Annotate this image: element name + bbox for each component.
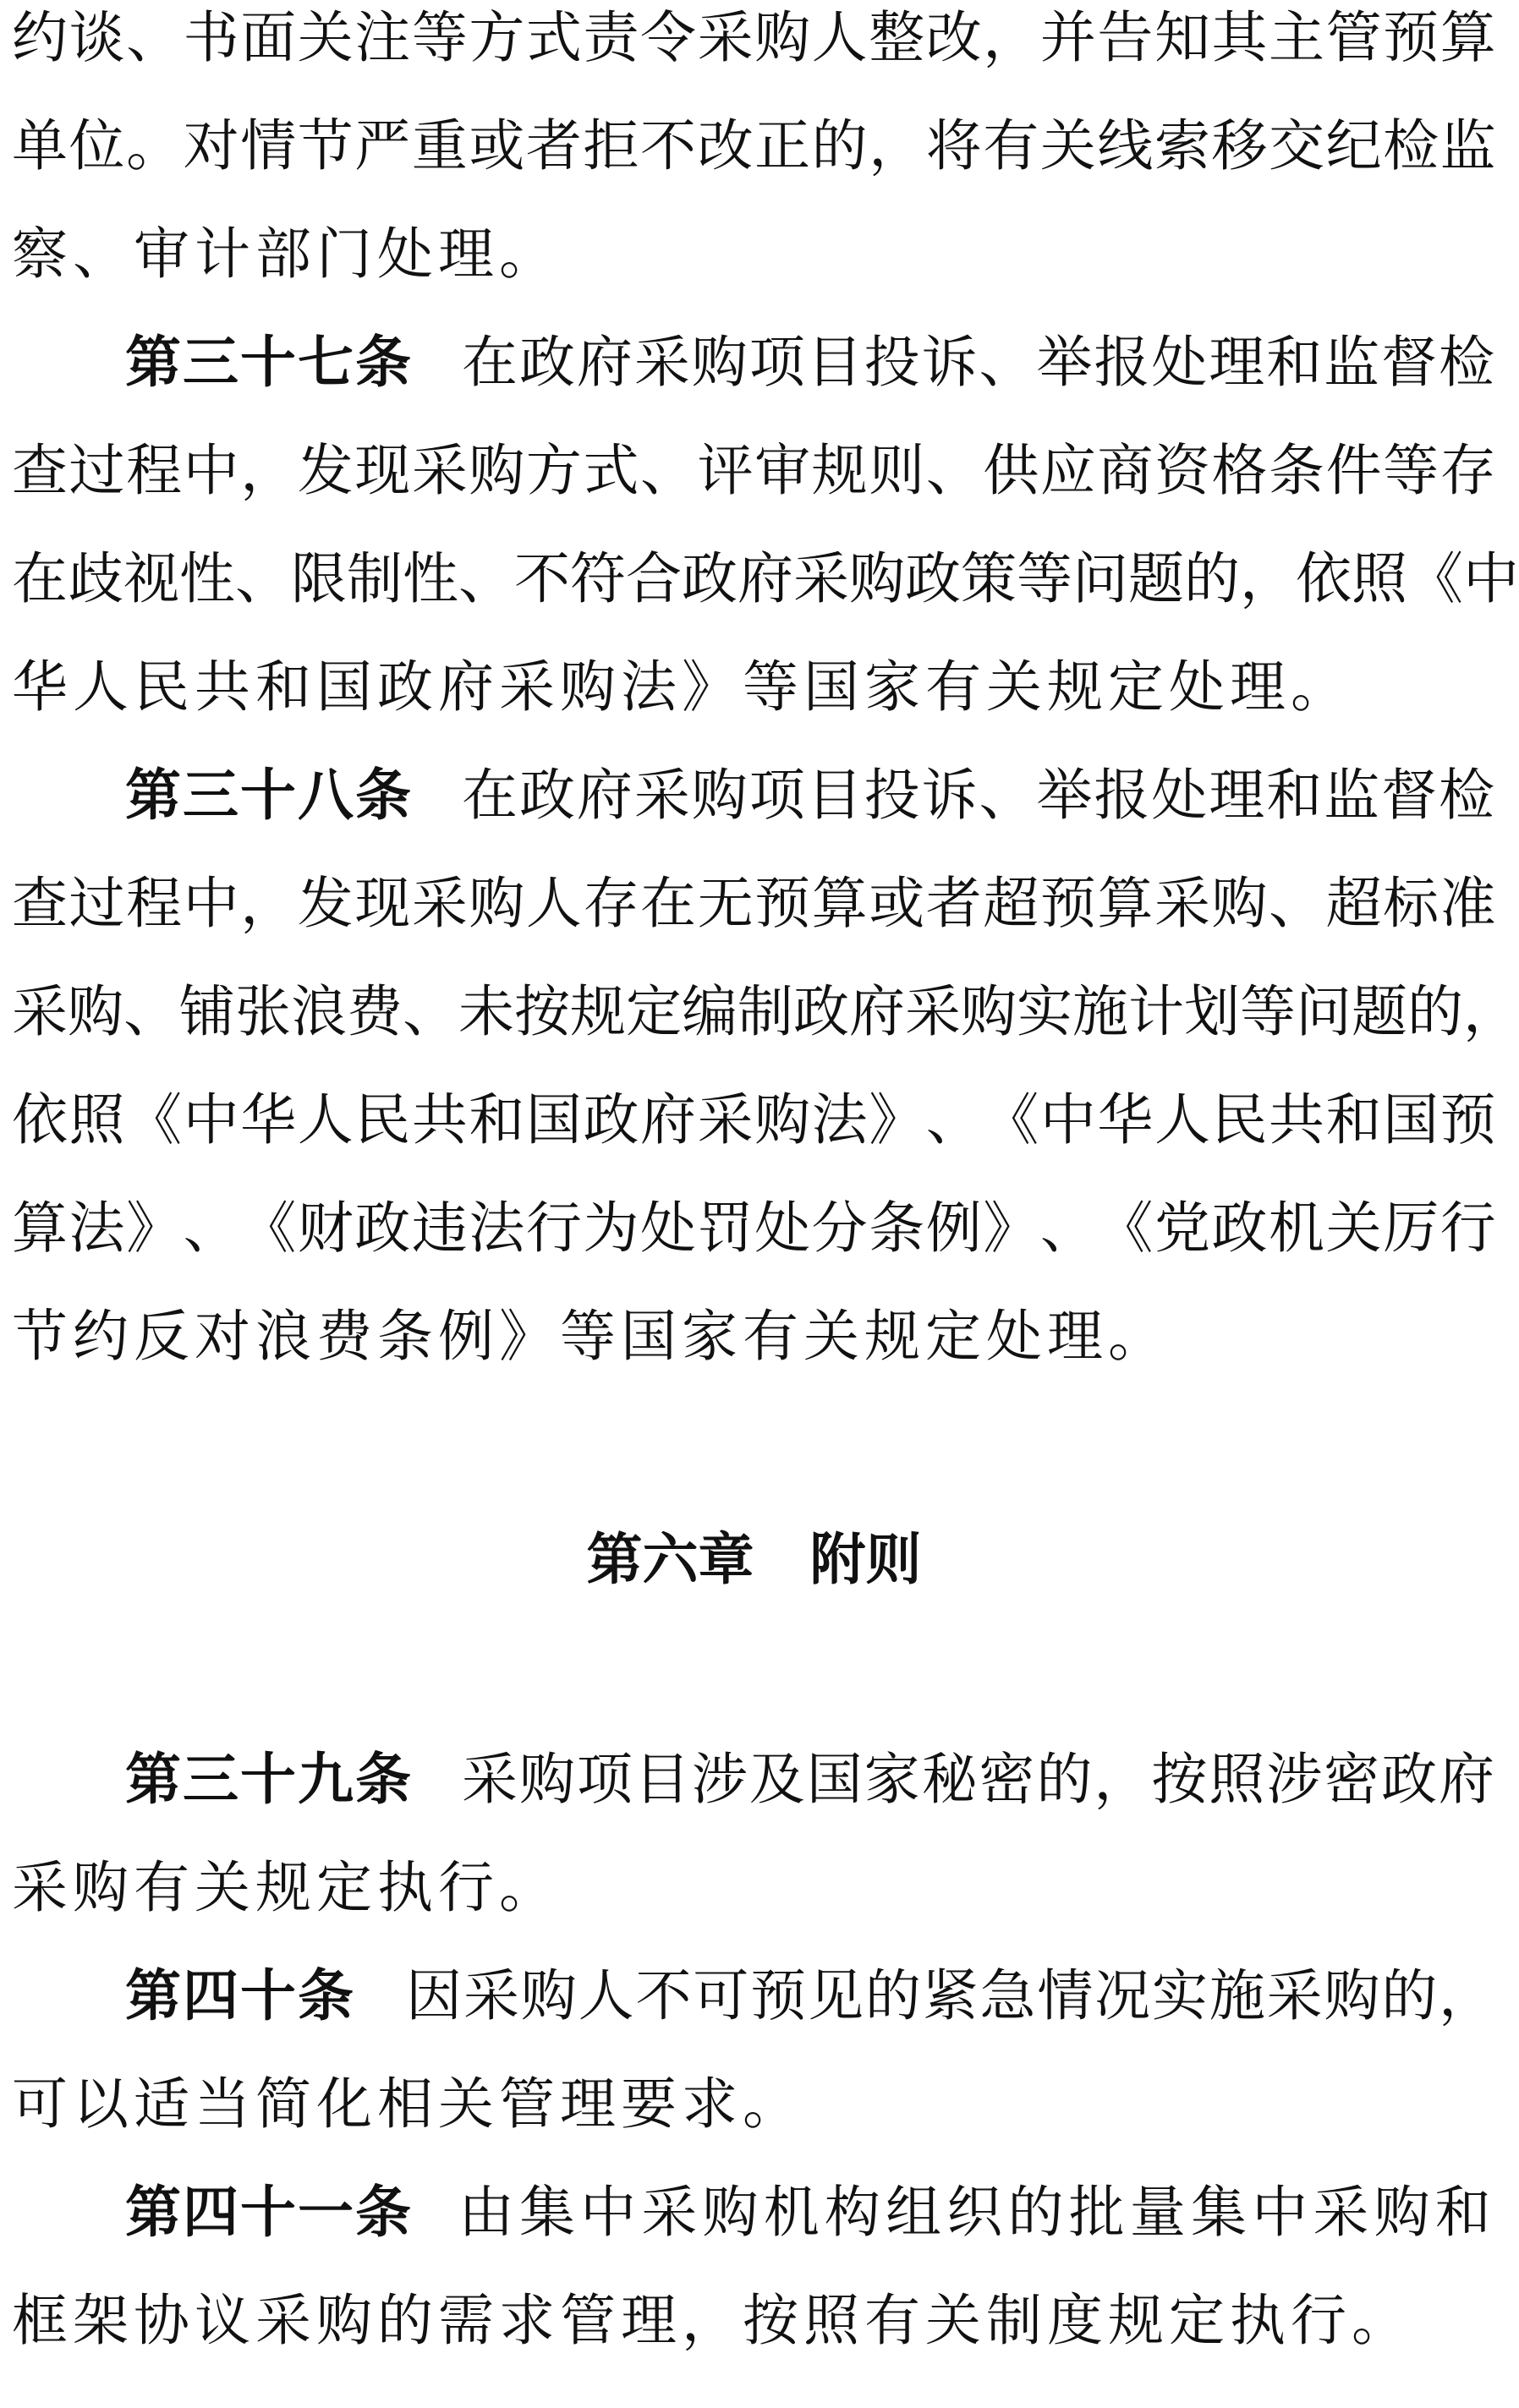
text-line: 华 人 民 共 和 国 政 府 采 购 法 》 等 国 家 有 关 规 定 处 理 。: [12, 654, 1346, 720]
article-40-first-line: [0, 1941, 1508, 2051]
article-text: 在政府采购项目投诉、举报处理和监督检: [462, 330, 1496, 395]
article-number: 第三十七条: [125, 330, 413, 395]
text-line: 采 购 、 铺 张 浪 费 、 未 按 规 定 编 制 政 府 采 购 实 施 计 划 等 问 题 的 ，: [12, 979, 1519, 1044]
text-line: 在 歧 视 性 、 限 制 性 、 不 符 合 政 府 采 购 政 策 等 问 题 的 ， 依 照 《 中: [12, 546, 1519, 611]
text-line: 采 购 有 关 规 定 执 行 。: [12, 1855, 555, 1920]
article-number: 第三十九条: [125, 1747, 413, 1812]
article-number: 第四十条: [125, 1963, 355, 2028]
article-41-first-line: [0, 2158, 1508, 2268]
article-number: 第三十八条: [125, 763, 413, 828]
text-line: 节 约 反 对 浪 费 条 例 》 等 国 家 有 关 规 定 处 理 。: [12, 1304, 1164, 1369]
article-37-first-line: [0, 308, 1508, 418]
article-text: 在政府采购项目投诉、举报处理和监督检: [462, 763, 1496, 828]
text-line: 查 过 程 中 ， 发 现 采 购 方 式 、 评 审 规 则 、 供 应 商 资 格 条 件 等 存: [12, 438, 1496, 503]
text-line: 察 、 审 计 部 门 处 理 。: [12, 222, 555, 287]
text-line: 依 照 《 中 华 人 民 共 和 国 政 府 采 购 法 》 、 《 中 华 人 民 共 和 国 预: [12, 1087, 1496, 1152]
article-38-first-line: [0, 741, 1508, 851]
text-line: 查 过 程 中 ， 发 现 采 购 人 存 在 无 预 算 或 者 超 预 算 采 购 、 超 标 准: [12, 871, 1496, 936]
article-text: 由集中采购机构组织的批量集中采购和: [458, 2180, 1496, 2245]
text-line: 算 法 》 、 《 财 政 违 法 行 为 处 罚 处 分 条 例 》 、 《 党 政 机 关 厉 行: [12, 1196, 1496, 1261]
article-text: 因采购人不可预见的紧急情况实施采购的，: [406, 1963, 1496, 2028]
text-line: 单 位 。 对 情 节 严 重 或 者 拒 不 改 正 的 ， 将 有 关 线 索 移 交 纪 检 监: [12, 113, 1496, 178]
text-line: 可 以 适 当 简 化 相 关 管 理 要 求 。: [12, 2071, 798, 2137]
text-line: 框 架 协 议 采 购 的 需 求 管 理 ， 按 照 有 关 制 度 规 定 执 行 。: [12, 2288, 1407, 2353]
article-text: 采购项目涉及国家秘密的，按照涉密政府: [462, 1747, 1496, 1812]
text-line: 约 谈 、 书 面 关 注 等 方 式 责 令 采 购 人 整 改 ， 并 告 知 其 主 管 预 算: [12, 5, 1496, 70]
article-number: 第四十一条: [125, 2180, 413, 2245]
article-39-first-line: [0, 1725, 1508, 1835]
chapter-heading: 第六章 附则: [586, 1527, 922, 1592]
